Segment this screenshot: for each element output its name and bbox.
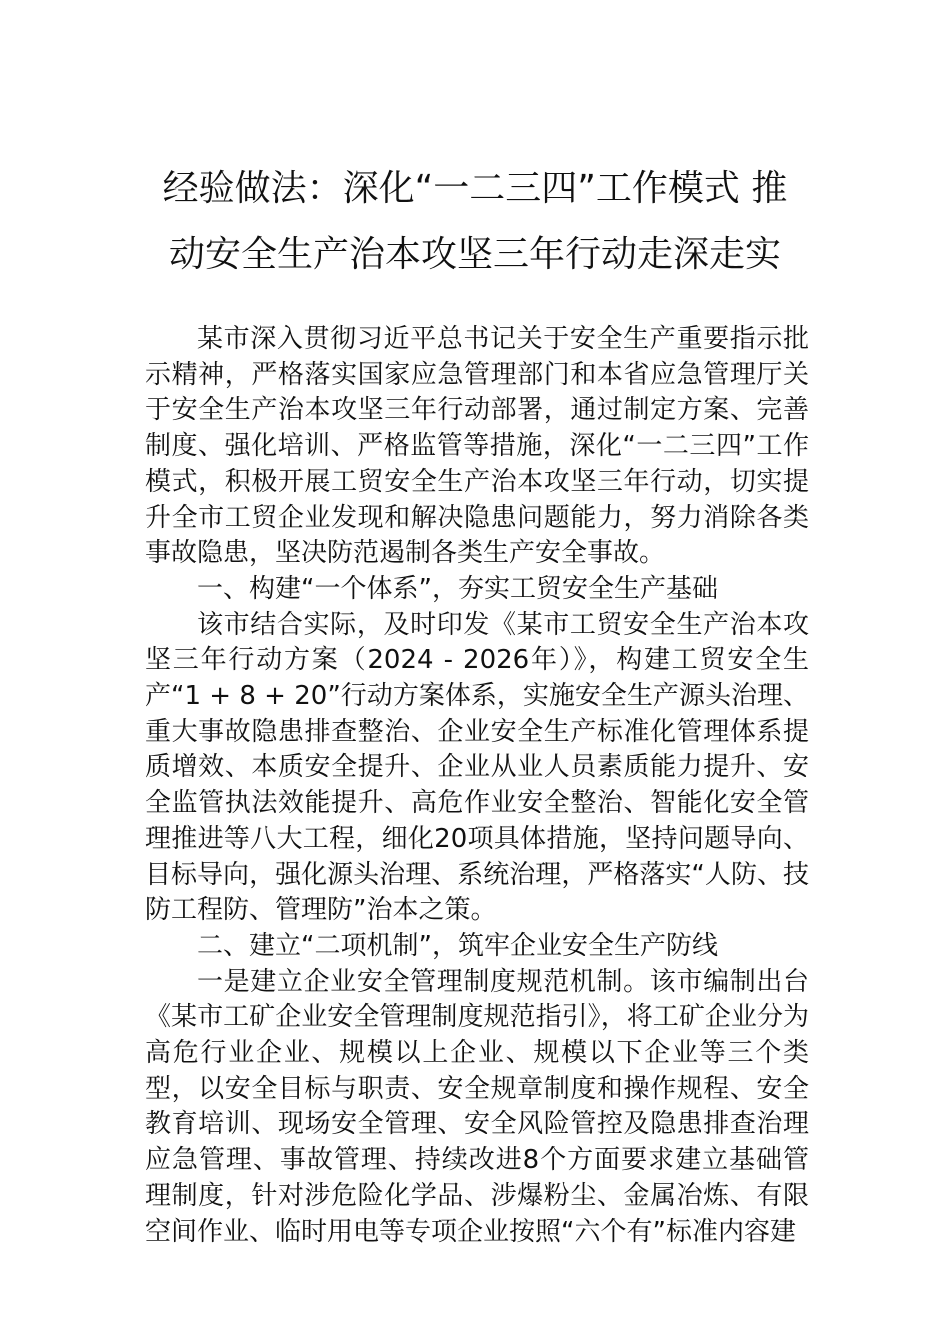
document-title-line-1: 经验做法：深化“一二三四”工作模式 推: [162, 168, 788, 209]
paragraph-section-2: 一是建立企业安全管理制度规范机制。该市编制出台《某市工矿企业安全管理制度规范指引》，将工矿企业分为高危行业企业、规模以上企业、规模以下企业等三个类型，以安全目标与职责、安全规章制度和操作规程、安全教育培训、现场安全管理、安全风险管控及隐患排查治理应急管理、事故管理、持续改进8个方面要求建立基础管理制度，针对涉危险化学品、涉爆粉尘、金属冶炼、有限空间作业、临时用电等专项企业按照“六个有”标准内容建: [145, 966, 809, 1247]
paragraph-intro: 某市深入贯彻习近平总书记关于安全生产重要指示批示精神，严格落实国家应急管理部门和本省应急管理厅关于安全生产治本攻坚三年行动部署，通过制定方案、完善制度、强化培训、严格监管等措施，深化“一二三四”工作模式，积极开展工贸安全生产治本攻坚三年行动，切实提升全市工贸企业发现和解决隐患问题能力，努力消除各类事故隐患，坚决防范遏制各类生产安全事故。: [145, 324, 809, 569]
section-heading-1: 一、构建“一个体系”，夯实工贸安全生产基础: [197, 573, 718, 604]
document-body: [145, 322, 809, 1250]
paragraph-section-1: 该市结合实际，及时印发《某市工贸安全生产治本攻坚三年行动方案（2024 - 2026年）》，构建工贸安全生产“1 + 8 + 20”行动方案体系，实施安全生产源头治理、重大事故隐患排查整治、企业安全生产标准化管理体系提质增效、本质安全提升、企业从业人员素质能力提升、安全监管执法效能提升、高危作业安全整治、智能化安全管理推进等八大工程，细化20项具体措施，坚持问题导向、目标导向，强化源头治理、系统治理，严格落实“人防、技防工程防、管理防”治本之策。: [145, 609, 809, 926]
section-heading-2: 二、建立“二项机制”，筑牢企业安全生产防线: [197, 930, 718, 961]
document-title-line-2: 动安全生产治本攻坚三年行动走深走实: [168, 234, 781, 275]
